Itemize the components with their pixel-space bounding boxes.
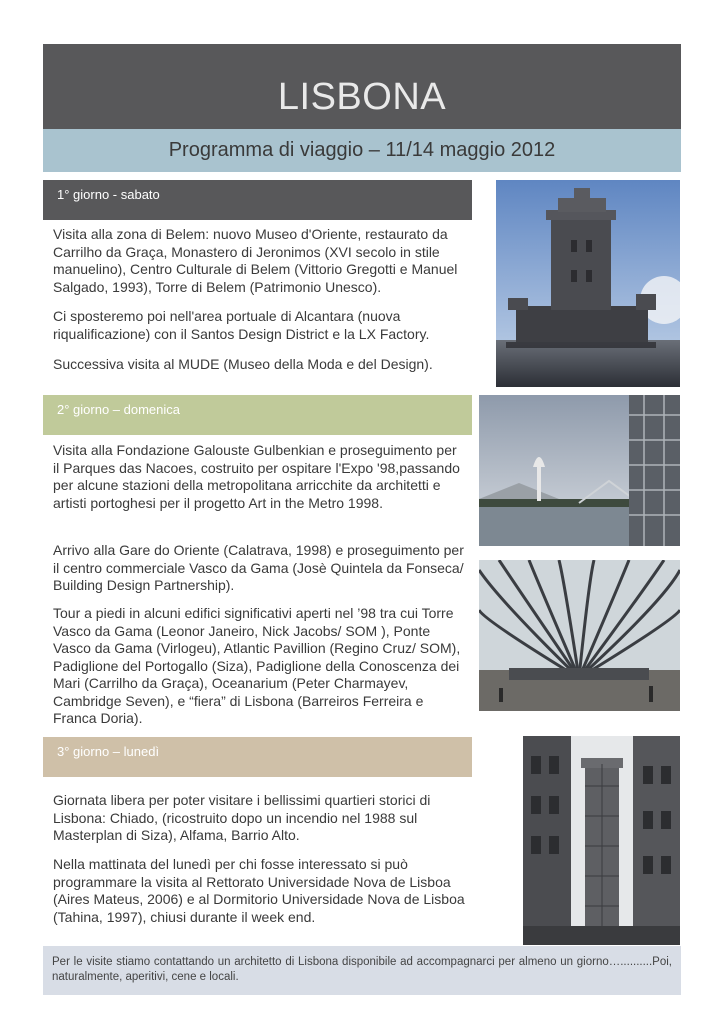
page-title: LISBONA	[277, 76, 447, 118]
gare-do-oriente-photo	[479, 560, 680, 711]
day-2-paragraph: Tour a piedi in alcuni edifici significativi aperti nel ’98 tra cui Torre Vasco da Gama (Leonor Janeiro, Nick Jacobs/ SOM ), Ponte Vasco da Gama (Virlogeu), Atlantic Pavillion (Regino Cruz/ SOM), Padiglione del Portogallo (Siza), Padiglione della Conoscenza dei Mari (Carrilho da Graça), Oceanarium (Peter Charmayev, Cambridge Seven), e “fiera” di Lisbona (Barreiros Ferreira e Franca Doria).	[53, 605, 461, 726]
day-1-label: 1° giorno - sabato	[57, 187, 160, 202]
day-3-paragraph: Giornata libera per poter visitare i bellissimi quartieri storici di Lisbona: Chiado, (ricostruito dopo un incendio nel 1988 sul Masterplan di Siza), Alfama, Barrio Alto.	[53, 792, 431, 843]
belem-tower-photo	[496, 180, 680, 387]
day-1-header	[43, 180, 472, 220]
footer-note: Per le visite stiamo contattando un architetto di Lisbona disponibile ad accompagnarci per almeno un giorno…..........Poi, naturalmente, aperitivi, cene e locali.	[52, 956, 672, 983]
santa-justa-elevator-photo	[523, 736, 680, 945]
day-3-label: 3° giorno – lunedì	[57, 744, 160, 759]
day-2-label: 2° giorno – domenica	[57, 402, 180, 417]
day-2-paragraph: Arrivo alla Gare do Oriente (Calatrava, 1998) e proseguimento per il centro commerciale Vasco da Gama (Josè Quintela da Fonseca/ Building Design Partnership).	[53, 542, 464, 593]
day-3-paragraph: Nella mattinata del lunedì per chi fosse interessato si può programmare la visita al Rettorato Universidade Nova de Lisboa (Aires Mateus, 2006) e al Dormitorio Universidade Nova de Lisboa (Tahina, 1997), chiusi durante il week end.	[53, 856, 465, 925]
day-1-paragraph: Successiva visita al MUDE (Museo della Moda e del Design).	[53, 356, 433, 372]
page-subtitle: Programma di viaggio – 11/14 maggio 2012	[168, 139, 556, 161]
day-1-paragraph: Visita alla zona di Belem: nuovo Museo d'Oriente, restaurato da Carrilho da Graça, Monastero di Jeronimos (XVI secolo in stile manuelino), Centro Culturale di Belem (Vittorio Gregotti e Manuel Salgado, 1993), Torre di Belem (Patrimonio Unesco).	[53, 226, 458, 295]
parque-das-nacoes-photo	[479, 395, 680, 546]
day-2-paragraph: Visita alla Fondazione Galouste Gulbenkian e proseguimento per il Parques das Nacoes, costruito per ospitare l'Expo '98,passando per alcune stazioni della metropolitana arricchite da architetti e artisti portoghesi per il progetto Art in the Metro 1998.	[53, 442, 460, 511]
day-3-header	[43, 737, 472, 777]
day-2-header	[43, 395, 472, 435]
day-1-paragraph: Ci sposteremo poi nell'area portuale di Alcantara (nuova riqualificazione) con il Santos Design District e la LX Factory.	[53, 308, 430, 342]
